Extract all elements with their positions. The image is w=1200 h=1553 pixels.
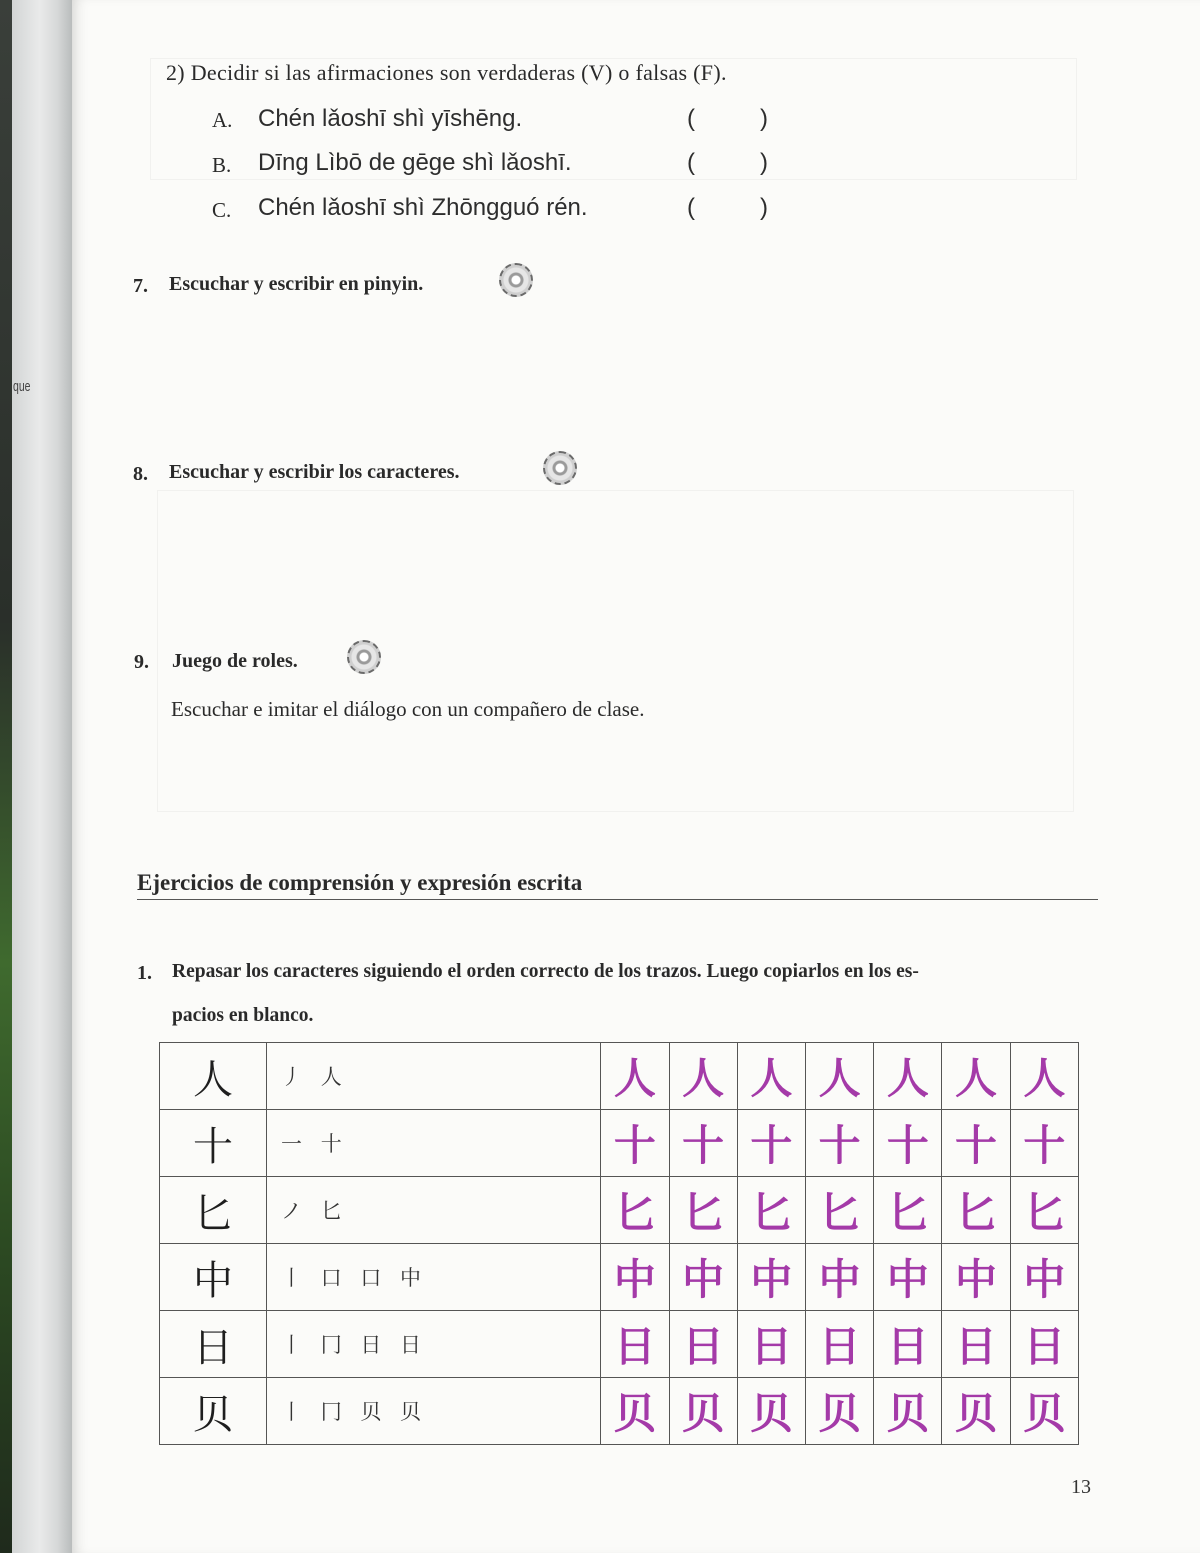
character-row bbox=[160, 1043, 1079, 1110]
stroke-order: 丨 冂 贝 贝 bbox=[267, 1378, 601, 1445]
ex7-number: 7. bbox=[133, 275, 148, 297]
handwritten-copy-cell[interactable]: 贝 bbox=[942, 1378, 1010, 1445]
task1-number: 1. bbox=[137, 962, 152, 984]
audio-cd-icon bbox=[543, 451, 577, 485]
q2-prompt: 2) Decidir si las afirmaciones son verdaderas (V) o falsas (F). bbox=[166, 60, 727, 85]
handwritten-copy-cell[interactable]: 十 bbox=[805, 1110, 873, 1177]
q2-item-b-answer-open: ( bbox=[687, 149, 695, 176]
spine-edge bbox=[0, 0, 12, 1553]
handwritten-copy-cell[interactable]: 人 bbox=[942, 1043, 1010, 1110]
ex8-number: 8. bbox=[133, 463, 148, 485]
handwritten-copy-cell[interactable]: 十 bbox=[669, 1110, 737, 1177]
ex9-instruction: Escuchar e imitar el diálogo con un compañero de clase. bbox=[171, 697, 645, 721]
handwritten-copy-cell[interactable]: 贝 bbox=[874, 1378, 942, 1445]
q2-item-a-letter: A. bbox=[212, 108, 233, 132]
q2-item-c-letter: C. bbox=[212, 198, 232, 222]
stroke-order: 丨 口 口 中 bbox=[267, 1244, 601, 1311]
handwritten-copy-cell[interactable]: 日 bbox=[601, 1311, 669, 1378]
handwritten-copy-cell[interactable]: 贝 bbox=[805, 1378, 873, 1445]
handwritten-copy-cell[interactable]: 十 bbox=[942, 1110, 1010, 1177]
handwritten-copy-cell[interactable]: 中 bbox=[805, 1244, 873, 1311]
stroke-order: 丿 人 bbox=[267, 1043, 601, 1110]
page-number: 13 bbox=[1071, 1476, 1091, 1498]
ex7-title: Escuchar y escribir en pinyin. bbox=[169, 273, 424, 295]
facing-page-fragment: que bbox=[13, 378, 31, 395]
model-character: 匕 bbox=[160, 1177, 267, 1244]
handwritten-copy-cell[interactable]: 贝 bbox=[1010, 1378, 1078, 1445]
handwritten-copy-cell[interactable]: 日 bbox=[737, 1311, 805, 1378]
ex9-number: 9. bbox=[134, 651, 149, 673]
q2-item-a-answer-close: ) bbox=[760, 105, 768, 132]
handwritten-copy-cell[interactable]: 十 bbox=[1010, 1110, 1078, 1177]
handwritten-copy-cell[interactable]: 人 bbox=[601, 1043, 669, 1110]
handwritten-copy-cell[interactable]: 人 bbox=[805, 1043, 873, 1110]
audio-cd-icon bbox=[347, 640, 381, 674]
section-heading: Ejercicios de comprensión y expresión escrita bbox=[137, 870, 583, 895]
handwritten-copy-cell[interactable]: 匕 bbox=[874, 1177, 942, 1244]
character-row bbox=[160, 1378, 1079, 1445]
task1-instruction-line2: pacios en blanco. bbox=[172, 1005, 314, 1026]
q2-item-c-answer-open: ( bbox=[687, 194, 695, 221]
handwritten-copy-cell[interactable]: 日 bbox=[669, 1311, 737, 1378]
handwritten-copy-cell[interactable]: 中 bbox=[874, 1244, 942, 1311]
handwritten-copy-cell[interactable]: 日 bbox=[942, 1311, 1010, 1378]
handwritten-copy-cell[interactable]: 人 bbox=[874, 1043, 942, 1110]
character-practice-table bbox=[159, 1042, 1079, 1445]
character-row bbox=[160, 1311, 1079, 1378]
stroke-order: 丨 冂 日 日 bbox=[267, 1311, 601, 1378]
handwritten-copy-cell[interactable]: 贝 bbox=[601, 1378, 669, 1445]
handwritten-copy-cell[interactable]: 匕 bbox=[805, 1177, 873, 1244]
handwritten-copy-cell[interactable]: 匕 bbox=[669, 1177, 737, 1244]
handwritten-copy-cell[interactable]: 十 bbox=[601, 1110, 669, 1177]
handwritten-copy-cell[interactable]: 日 bbox=[805, 1311, 873, 1378]
handwritten-copy-cell[interactable]: 中 bbox=[942, 1244, 1010, 1311]
audio-cd-icon bbox=[499, 263, 533, 297]
handwritten-copy-cell[interactable]: 匕 bbox=[601, 1177, 669, 1244]
handwritten-copy-cell[interactable]: 中 bbox=[669, 1244, 737, 1311]
character-row bbox=[160, 1110, 1079, 1177]
section-heading-underline bbox=[137, 899, 1098, 900]
handwritten-copy-cell[interactable]: 匕 bbox=[1010, 1177, 1078, 1244]
handwritten-copy-cell[interactable]: 中 bbox=[737, 1244, 805, 1311]
model-character: 贝 bbox=[160, 1378, 267, 1445]
model-character: 十 bbox=[160, 1110, 267, 1177]
model-character: 人 bbox=[160, 1043, 267, 1110]
handwritten-copy-cell[interactable]: 十 bbox=[874, 1110, 942, 1177]
ex8-title: Escuchar y escribir los caracteres. bbox=[169, 461, 460, 483]
handwritten-copy-cell[interactable]: 人 bbox=[737, 1043, 805, 1110]
q2-item-c-text: Chén lǎoshī shì Zhōngguó rén. bbox=[258, 194, 588, 221]
handwritten-copy-cell[interactable]: 贝 bbox=[669, 1378, 737, 1445]
handwritten-copy-cell[interactable]: 十 bbox=[737, 1110, 805, 1177]
handwritten-copy-cell[interactable]: 匕 bbox=[737, 1177, 805, 1244]
q2-item-c-answer-close: ) bbox=[760, 194, 768, 221]
q2-item-b-text: Dīng Lìbō de gēge shì lǎoshī. bbox=[258, 149, 572, 176]
handwritten-copy-cell[interactable]: 中 bbox=[601, 1244, 669, 1311]
character-row bbox=[160, 1177, 1079, 1244]
model-character: 中 bbox=[160, 1244, 267, 1311]
handwritten-copy-cell[interactable]: 贝 bbox=[737, 1378, 805, 1445]
handwritten-copy-cell[interactable]: 匕 bbox=[942, 1177, 1010, 1244]
q2-item-a-text: Chén lǎoshī shì yīshēng. bbox=[258, 105, 523, 132]
handwritten-copy-cell[interactable]: 日 bbox=[1010, 1311, 1078, 1378]
q2-item-a-answer-open: ( bbox=[687, 105, 695, 132]
task1-instruction-line1: Repasar los caracteres siguiendo el orden correcto de los trazos. Luego copiarlos en los es- bbox=[172, 961, 919, 982]
handwritten-copy-cell[interactable]: 日 bbox=[874, 1311, 942, 1378]
character-row bbox=[160, 1244, 1079, 1311]
handwritten-copy-cell[interactable]: 中 bbox=[1010, 1244, 1078, 1311]
ex9-title: Juego de roles. bbox=[172, 650, 298, 672]
handwritten-copy-cell[interactable]: 人 bbox=[669, 1043, 737, 1110]
stroke-order: 一 十 bbox=[267, 1110, 601, 1177]
q2-item-b-letter: B. bbox=[212, 153, 232, 177]
stroke-order: ノ 匕 bbox=[267, 1177, 601, 1244]
q2-item-b-answer-close: ) bbox=[760, 149, 768, 176]
handwritten-copy-cell[interactable]: 人 bbox=[1010, 1043, 1078, 1110]
model-character: 日 bbox=[160, 1311, 267, 1378]
book-spine bbox=[0, 0, 72, 1553]
